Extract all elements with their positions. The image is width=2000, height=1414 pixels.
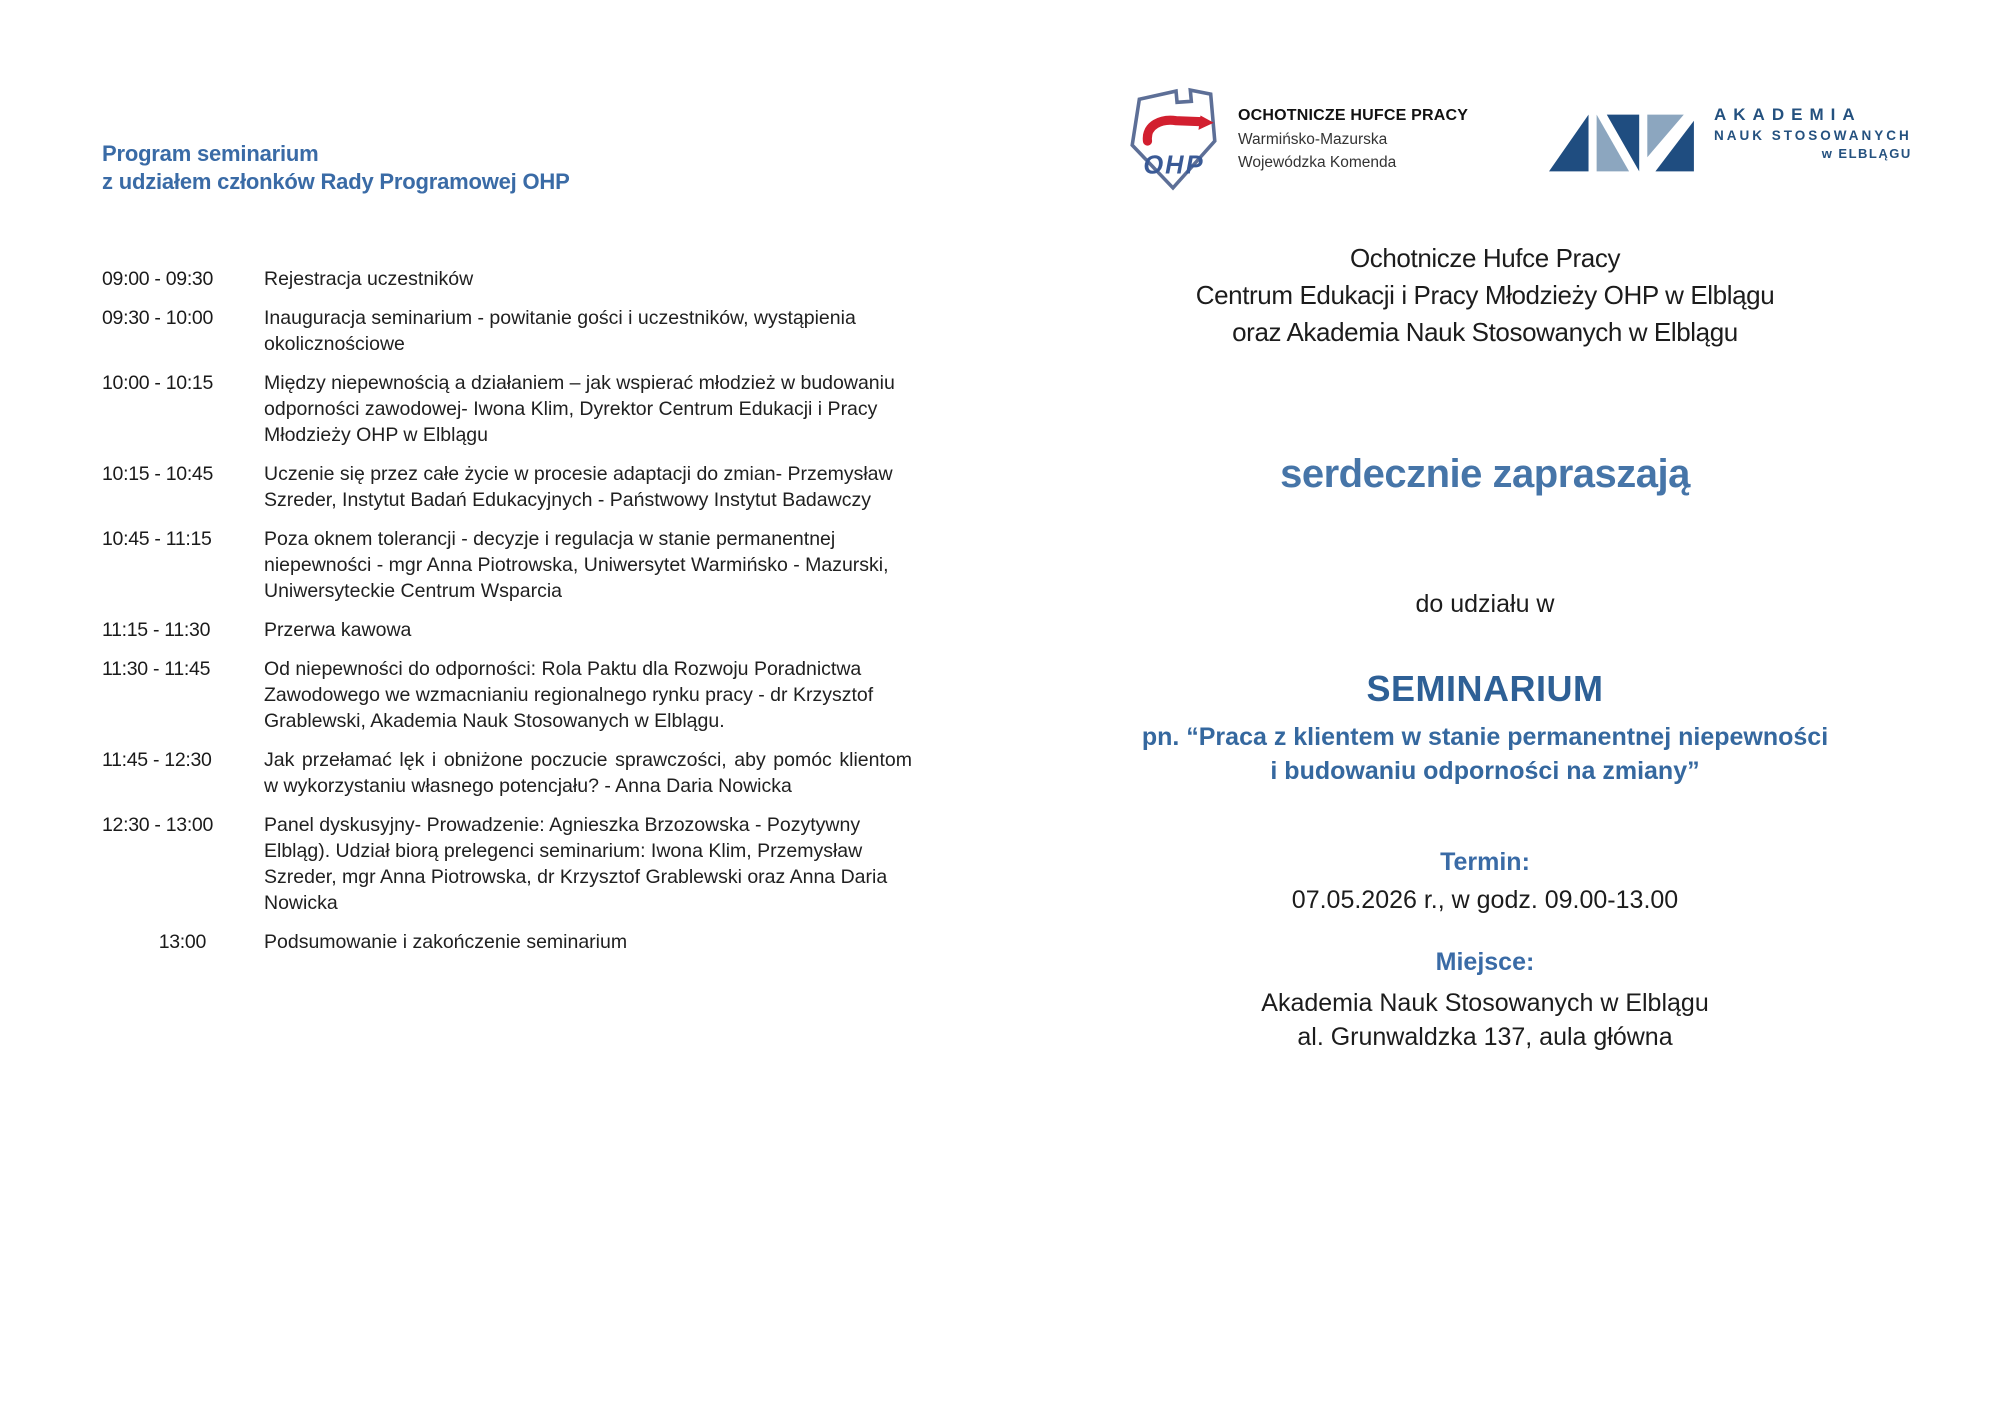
ans-name-line2: NAUK STOSOWANYCH (1714, 128, 1912, 143)
termin-label: Termin: (1440, 848, 1530, 876)
schedule-row (102, 370, 942, 448)
organizer-line2: Centrum Edukacji i Pracy Młodzieży OHP w Elblągu (1195, 280, 1775, 310)
schedule-list (102, 266, 942, 955)
schedule-time: 10:15 - 10:45 (102, 463, 214, 485)
organizer-line3: oraz Akademia Nauk Stosowanych w Elblągu (1232, 317, 1738, 347)
program-column (102, 140, 942, 968)
miejsce-line2: al. Grunwaldzka 137, aula główna (1297, 1023, 1673, 1051)
miejsce-value (1000, 986, 1970, 1054)
ohp-acronym: OHP (1143, 151, 1205, 180)
schedule-desc: Rejestracja uczestników (264, 268, 474, 290)
ohp-logo-icon (1122, 86, 1226, 192)
schedule-row (102, 617, 942, 643)
invitation-column (1000, 0, 1970, 1414)
schedule-time: 11:45 - 12:30 (102, 749, 212, 771)
schedule-desc: Uczenie się przez całe życie w procesie adaptacji do zmian- Przemysław Szreder, Instytut Badań Edukacyjnych - Państwowy Instytut Badawczy (264, 463, 893, 511)
ohp-logo-lockup (1122, 86, 1468, 192)
schedule-time: 10:00 - 10:15 (102, 372, 214, 394)
miejsce-label: Miejsce: (1435, 948, 1535, 976)
ans-name-line3: w ELBLĄGU (1821, 146, 1912, 161)
ohp-org-region: Warmińsko-Mazurska (1238, 131, 1388, 148)
schedule-desc: Jak przełamać lęk i obniżone poczucie sprawczości, aby pomóc klientom w wykorzystaniu własnego potencjału? - Anna Daria Nowicka (264, 749, 912, 797)
schedule-desc: Od niepewności do odporności: Rola Paktu dla Rozwoju Poradnictwa Zawodowego we wzmacnianiu regionalnego rynku pracy - dr Krzysztof Grablewski, Akademia Nauk Stosowanych w Elblągu. (264, 658, 874, 732)
schedule-time: 12:30 - 13:00 (102, 814, 214, 836)
schedule-desc: Między niepewnością a działaniem – jak wspierać młodzież w budowaniu odporności zawodowej- Iwona Klim, Dyrektor Centrum Edukacji i Pracy Młodzieży OHP w Elblągu (264, 372, 895, 446)
ans-logo-text (1714, 104, 1912, 163)
schedule-time: 11:15 - 11:30 (102, 619, 211, 641)
ans-logo-lockup (1548, 104, 1912, 174)
seminar-subtitle (1000, 720, 1970, 788)
schedule-desc: Inauguracja seminarium - powitanie gości i uczestników, wystąpienia okolicznościowe (264, 307, 856, 355)
ohp-org-name: OCHOTNICZE HUFCE PRACY (1238, 107, 1469, 124)
schedule-desc: Panel dyskusyjny- Prowadzenie: Agnieszka Brzozowska - Pozytywny Elbląg). Udział biorą prelegenci seminarium: Iwona Klim, Przemysław Szreder, mgr Anna Piotrowska, dr Krzysztof Grablewski oraz Anna Daria Nowicka (264, 814, 888, 914)
schedule-time: 10:45 - 11:15 (102, 528, 212, 550)
schedule-desc: Poza oknem tolerancji - decyzje i regulacja w stanie permanentnej niepewności - mgr Anna Piotrowska, Uniwersytet Warmińsko - Mazurski, Uniwersyteckie Centrum Wsparcia (264, 528, 889, 602)
termin-value: 07.05.2026 r., w godz. 09.00-13.00 (1291, 886, 1679, 914)
ans-name-line1: AKADEMIA (1714, 105, 1862, 124)
seminar-subtitle-line2: i budowaniu odporności na zmiany” (1270, 757, 1700, 785)
ohp-org-unit: Wojewódzka Komenda (1238, 154, 1397, 171)
schedule-row (102, 747, 942, 799)
ans-logo-icon (1548, 108, 1700, 174)
schedule-row (102, 812, 942, 916)
schedule-desc: Podsumowanie i zakończenie seminarium (264, 931, 628, 953)
miejsce-line1: Akademia Nauk Stosowanych w Elblągu (1261, 989, 1709, 1017)
schedule-row (102, 266, 942, 292)
schedule-row (102, 929, 942, 955)
schedule-row (102, 461, 942, 513)
organizers-block (1000, 240, 1970, 351)
program-title-line1: Program seminarium (102, 141, 319, 166)
invitation-headline: serdecznie zapraszają (1280, 452, 1690, 496)
program-title-line2: z udziałem członków Rady Programowej OHP (102, 169, 570, 194)
schedule-desc: Przerwa kawowa (264, 619, 412, 641)
program-title (102, 140, 942, 196)
schedule-time: 11:30 - 11:45 (102, 658, 211, 680)
seminar-subtitle-line1: pn. “Praca z klientem w stanie permanentnej niepewności (1141, 723, 1829, 751)
participation-line: do udziału w (1415, 590, 1555, 618)
schedule-row (102, 656, 942, 734)
ohp-logo-text (1238, 104, 1468, 174)
schedule-row (102, 305, 942, 357)
logo-row (1000, 0, 1970, 200)
schedule-row (102, 526, 942, 604)
organizer-line1: Ochotnicze Hufce Pracy (1349, 243, 1621, 273)
schedule-time: 09:30 - 10:00 (102, 307, 214, 329)
seminar-heading: SEMINARIUM (1366, 668, 1604, 709)
schedule-time: 09:00 - 09:30 (102, 268, 214, 290)
schedule-time: 13:00 (158, 931, 206, 953)
